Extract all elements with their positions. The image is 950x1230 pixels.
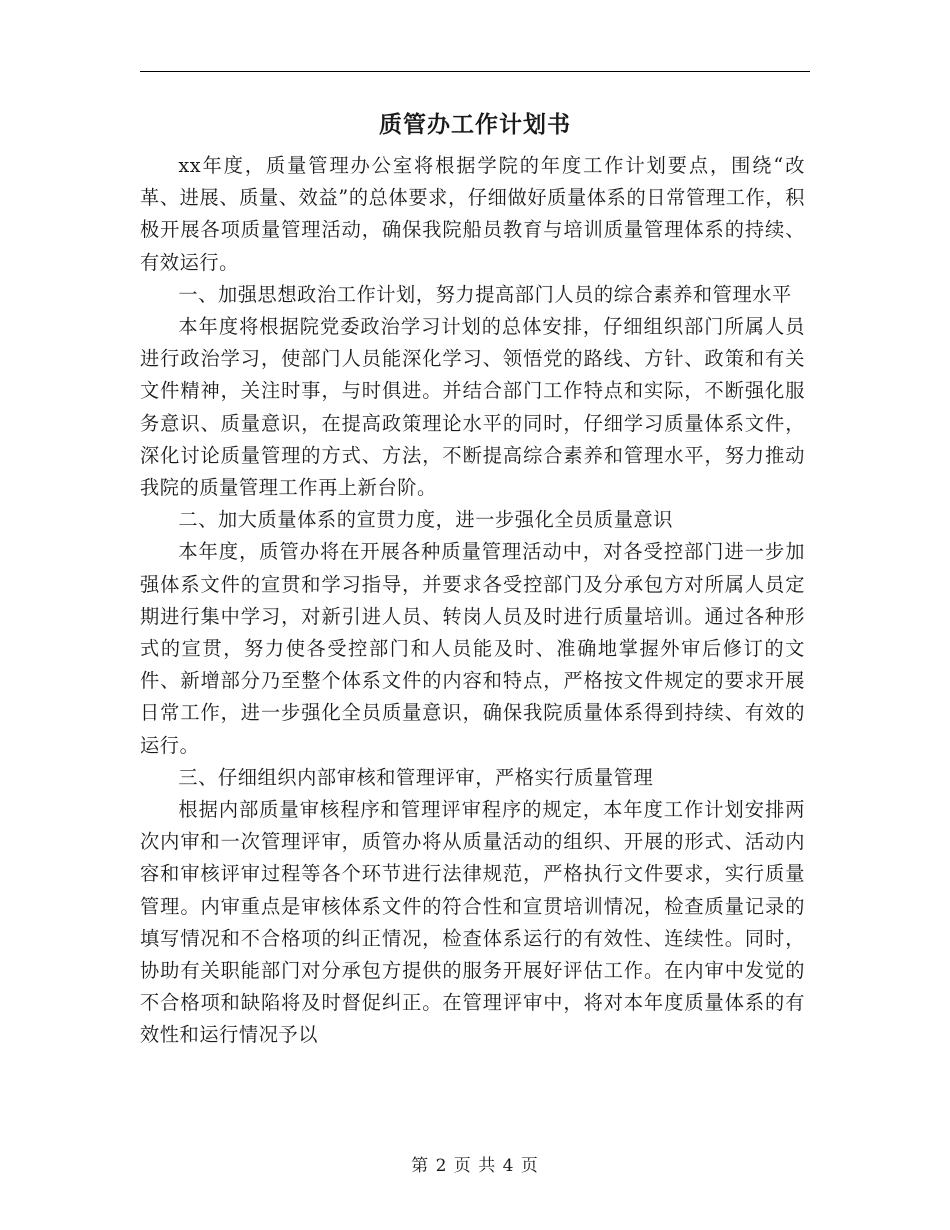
document-title: 质管办工作计划书 bbox=[379, 111, 571, 138]
document-body bbox=[140, 150, 805, 1052]
section-heading-1: 一、加强思想政治工作计划，努力提高部门人员的综合素养和管理水平 bbox=[178, 282, 792, 306]
section-2-paragraph: 本年度，质管办将在开展各种质量管理活动中，对各受控部门进一步加强体系文件的宣贯和学习指导，并要求各受控部门及分承包方对所属人员定期进行集中学习，对新引进人员、转岗人员及时进行质量培训。通过各种形式的宣贯，努力使各受控部门和人员能及时、准确地掌握外审后修订的文件、新增部分乃至整个体系文件的内容和特点，严格按文件规定的要求开展日常工作，进一步强化全员质量意识，确保我院质量体系得到持续、有效的运行。 bbox=[140, 540, 805, 757]
header-rule bbox=[140, 71, 810, 72]
section-heading-2: 二、加大质量体系的宣贯力度，进一步强化全员质量意识 bbox=[178, 508, 674, 532]
section-1-paragraph: 本年度将根据院党委政治学习计划的总体安排，仔细组织部门所属人员进行政治学习，使部门人员能深化学习、领悟党的路线、方针、政策和有关文件精神，关注时事，与时俱进。并结合部门工作特点和实际，不断强化服务意识、质量意识，在提高政策理论水平的同时，仔细学习质量体系文件，深化讨论质量管理的方式、方法，不断提高综合素养和管理水平，努力推动我院的质量管理工作再上新台阶。 bbox=[140, 315, 805, 500]
intro-paragraph: xx年度，质量管理办公室将根据学院的年度工作计划要点，围绕“改革、进展、质量、效益”的总体要求，仔细做好质量体系的日常管理工作，积极开展各项质量管理活动，确保我院船员教育与培训质量管理体系的持续、有效运行。 bbox=[140, 154, 805, 274]
section-3-paragraph: 根据内部质量审核程序和管理评审程序的规定，本年度工作计划安排两次内审和一次管理评审，质管办将从质量活动的组织、开展的形式、活动内容和审核评审过程等各个环节进行法律规范，严格执行文件要求，实行质量管理。内审重点是审核体系文件的符合性和宣贯培训情况，检查质量记录的填写情况和不合格项的纠正情况，检查体系运行的有效性、连续性。同时，协助有关职能部门对分承包方提供的服务开展好评估工作。在内审中发觉的不合格项和缺陷将及时督促纠正。在管理评审中，将对本年度质量体系的有效性和运行情况予以 bbox=[140, 798, 805, 1047]
section-heading-3: 三、仔细组织内部审核和管理评审，严格实行质量管理 bbox=[178, 765, 654, 789]
page-footer: 第 2 页 共 4 页 bbox=[411, 1156, 539, 1176]
